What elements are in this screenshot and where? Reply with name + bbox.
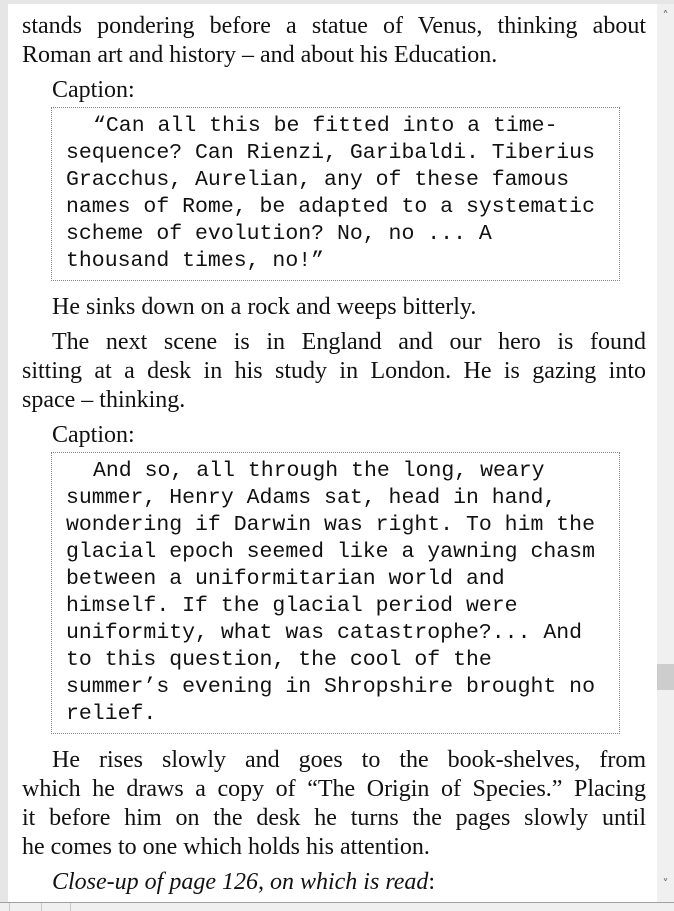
caption-line: uniformity, what was catastrophe?... And <box>66 621 583 645</box>
text-line: stands pondering before a statue of Venus, thinking about <box>22 13 646 39</box>
paragraph-england <box>22 328 646 415</box>
caption-line: between a uniformitarian world and <box>66 567 505 591</box>
document-content <box>22 12 646 902</box>
text-line: he comes to one which holds his attention. <box>22 834 430 860</box>
paragraph-weeps <box>22 293 646 322</box>
paragraph-closeup <box>22 868 646 897</box>
vertical-scrollbar[interactable] <box>657 4 674 902</box>
caption-line: scheme of evolution? No, no ... A <box>66 222 492 246</box>
caption-line: wondering if Darwin was right. To him the <box>66 513 595 537</box>
paragraph-bookshelves <box>22 746 646 862</box>
text-line: He sinks down on a rock and weeps bitterly. <box>52 294 477 320</box>
caption-line: summer’s evening in Shropshire brought no <box>66 675 595 699</box>
text-line: space – thinking. <box>22 387 186 413</box>
document-page <box>8 4 657 902</box>
closeup-colon: : <box>428 869 436 895</box>
caption-box-henry-adams <box>51 452 620 734</box>
text-line: The next scene is in England and our hero is found <box>52 329 646 355</box>
caption-line: And so, all through the long, weary <box>93 459 545 483</box>
caption-box-rome <box>51 107 620 281</box>
text-line: He rises slowly and goes to the book-shelves, from <box>52 747 646 773</box>
caption-line: relief. <box>66 702 157 726</box>
caption-line: names of Rome, be adapted to a systematic <box>66 195 595 219</box>
chevron-up-icon[interactable]: ˄ <box>662 9 669 23</box>
text-line: sitting at a desk in his study in London. He is gazing into <box>22 358 646 384</box>
text-line: which he draws a copy of “The Origin of Species.” Placing <box>22 776 646 802</box>
caption-line: Gracchus, Aurelian, any of these famous <box>66 168 570 192</box>
text-line: Roman art and history – and about his Education. <box>22 42 498 68</box>
caption-line: glacial epoch seemed like a yawning chasm <box>66 540 595 564</box>
caption-line: “Can all this be fitted into a time- <box>93 114 558 138</box>
chevron-down-icon[interactable]: ˅ <box>662 877 669 891</box>
paragraph-venus <box>22 12 646 70</box>
caption-label: Caption: <box>52 422 135 448</box>
caption-line: summer, Henry Adams sat, head in hand, <box>66 486 557 510</box>
caption-line: thousand times, no!” <box>66 249 325 273</box>
caption-line: to this question, the cool of the <box>66 648 492 672</box>
caption-label: Caption: <box>52 77 135 103</box>
caption-line: sequence? Can Rienzi, Garibaldi. Tiberius <box>66 141 595 165</box>
scrollbar-thumb[interactable] <box>657 664 674 690</box>
closeup-italic-text: Close-up of page 126, on which is read <box>52 869 429 895</box>
text-line: it before him on the desk he turns the pages slowly until <box>22 805 646 831</box>
caption-line: himself. If the glacial period were <box>66 594 518 618</box>
